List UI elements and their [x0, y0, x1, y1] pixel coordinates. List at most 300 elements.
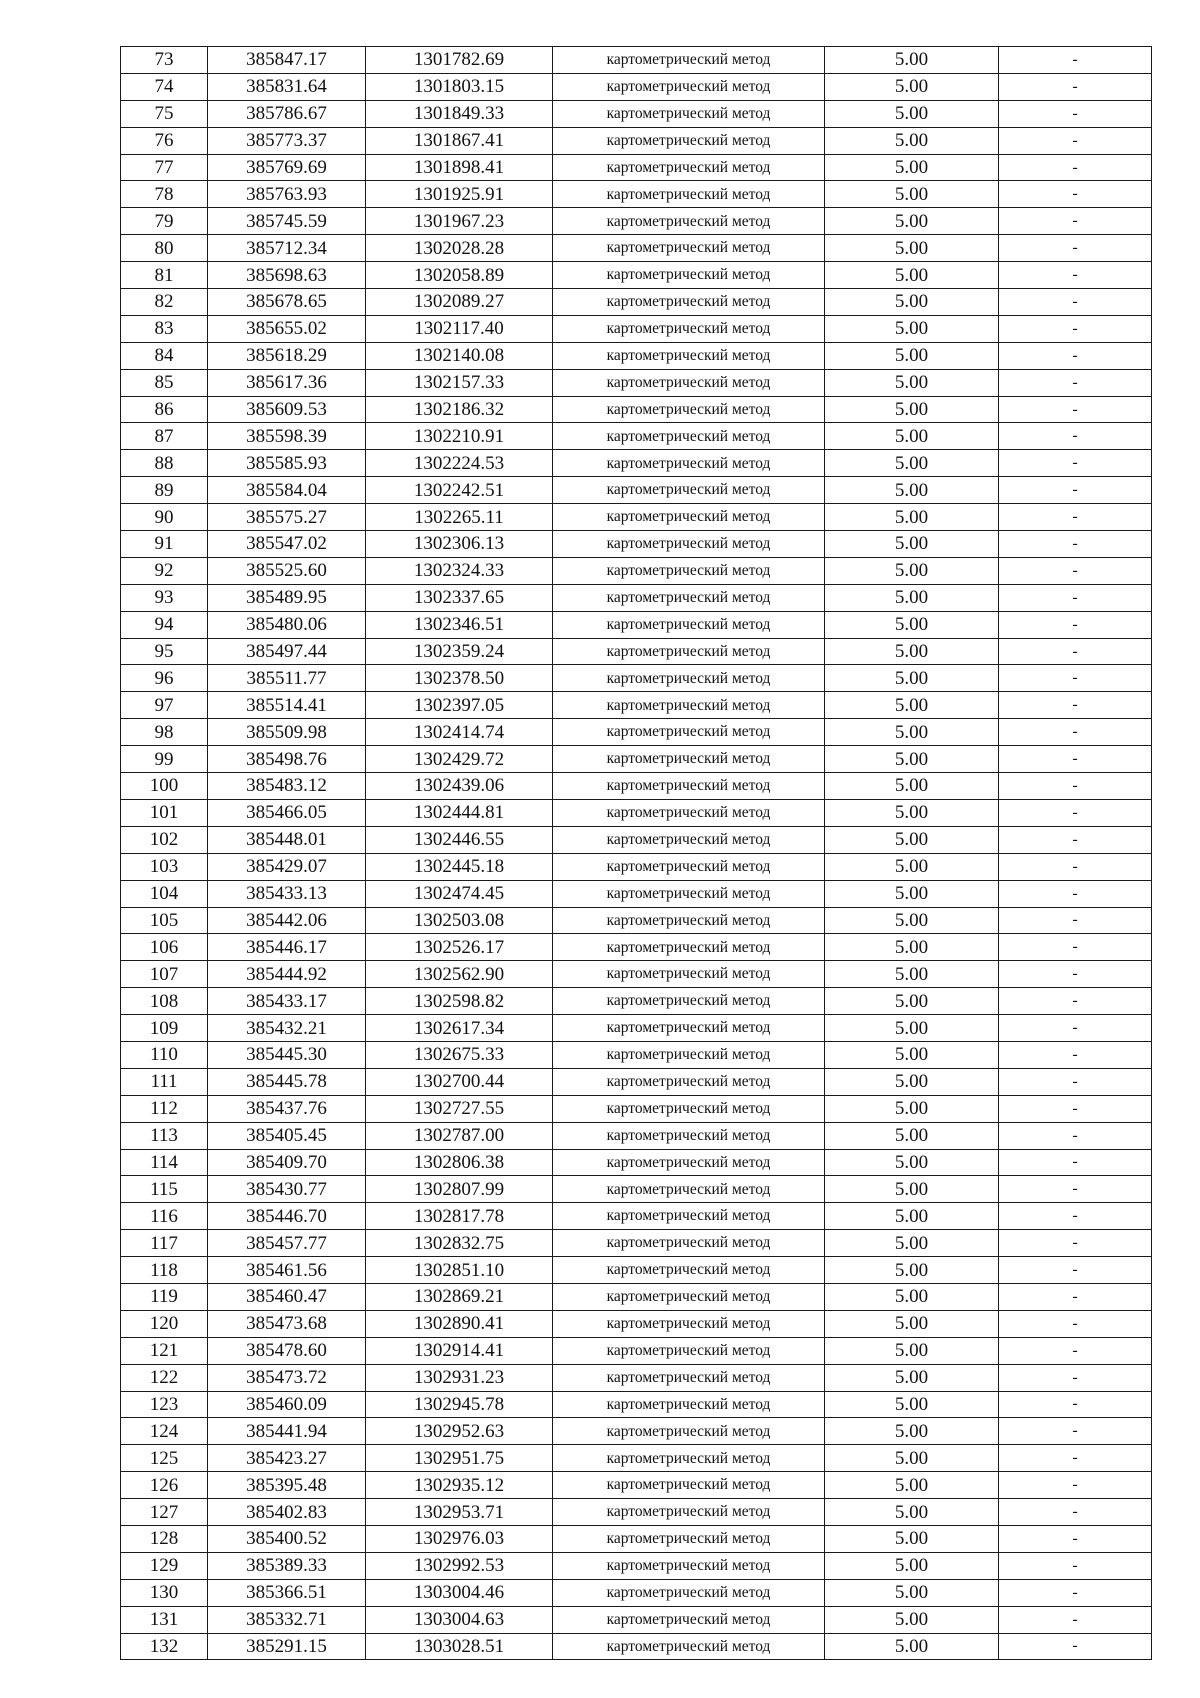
note-cell: - — [999, 826, 1152, 853]
note-cell: - — [999, 1525, 1152, 1552]
coordinates-table-body — [121, 47, 1152, 1660]
x-coordinate-cell: 385446.17 — [208, 934, 366, 961]
y-coordinate-cell: 1301925.91 — [366, 181, 553, 208]
note-cell: - — [999, 880, 1152, 907]
point-number-cell: 96 — [121, 665, 208, 692]
point-number-cell: 83 — [121, 315, 208, 342]
y-coordinate-cell: 1302397.05 — [366, 692, 553, 719]
note-cell: - — [999, 988, 1152, 1015]
accuracy-cell: 5.00 — [825, 289, 999, 316]
accuracy-cell: 5.00 — [825, 1552, 999, 1579]
table-row — [121, 799, 1152, 826]
point-number-cell: 73 — [121, 47, 208, 74]
method-cell: картометрический метод — [553, 396, 825, 423]
x-coordinate-cell: 385786.67 — [208, 100, 366, 127]
y-coordinate-cell: 1302951.75 — [366, 1445, 553, 1472]
point-number-cell: 85 — [121, 369, 208, 396]
accuracy-cell: 5.00 — [825, 1337, 999, 1364]
note-cell: - — [999, 342, 1152, 369]
point-number-cell: 111 — [121, 1068, 208, 1095]
note-cell: - — [999, 531, 1152, 558]
y-coordinate-cell: 1302414.74 — [366, 719, 553, 746]
table-row — [121, 531, 1152, 558]
accuracy-cell: 5.00 — [825, 208, 999, 235]
accuracy-cell: 5.00 — [825, 557, 999, 584]
method-cell: картометрический метод — [553, 853, 825, 880]
table-row — [121, 1579, 1152, 1606]
accuracy-cell: 5.00 — [825, 611, 999, 638]
method-cell: картометрический метод — [553, 799, 825, 826]
accuracy-cell: 5.00 — [825, 181, 999, 208]
method-cell: картометрический метод — [553, 1257, 825, 1284]
table-row — [121, 826, 1152, 853]
note-cell: - — [999, 961, 1152, 988]
point-number-cell: 114 — [121, 1149, 208, 1176]
y-coordinate-cell: 1302429.72 — [366, 746, 553, 773]
table-row — [121, 1337, 1152, 1364]
accuracy-cell: 5.00 — [825, 1203, 999, 1230]
y-coordinate-cell: 1302562.90 — [366, 961, 553, 988]
note-cell: - — [999, 746, 1152, 773]
table-row — [121, 1525, 1152, 1552]
table-row — [121, 638, 1152, 665]
method-cell: картометрический метод — [553, 1095, 825, 1122]
point-number-cell: 129 — [121, 1552, 208, 1579]
method-cell: картометрический метод — [553, 773, 825, 800]
x-coordinate-cell: 385698.63 — [208, 262, 366, 289]
table-row — [121, 988, 1152, 1015]
table-row — [121, 504, 1152, 531]
table-row — [121, 396, 1152, 423]
accuracy-cell: 5.00 — [825, 1068, 999, 1095]
accuracy-cell: 5.00 — [825, 1445, 999, 1472]
x-coordinate-cell: 385405.45 — [208, 1122, 366, 1149]
note-cell: - — [999, 665, 1152, 692]
point-number-cell: 119 — [121, 1283, 208, 1310]
method-cell: картометрический метод — [553, 961, 825, 988]
accuracy-cell: 5.00 — [825, 477, 999, 504]
method-cell: картометрический метод — [553, 1176, 825, 1203]
note-cell: - — [999, 1310, 1152, 1337]
table-row — [121, 1015, 1152, 1042]
table-row — [121, 1176, 1152, 1203]
method-cell: картометрический метод — [553, 477, 825, 504]
y-coordinate-cell: 1302446.55 — [366, 826, 553, 853]
y-coordinate-cell: 1302992.53 — [366, 1552, 553, 1579]
accuracy-cell: 5.00 — [825, 1391, 999, 1418]
table-row — [121, 1257, 1152, 1284]
note-cell: - — [999, 1230, 1152, 1257]
table-row — [121, 208, 1152, 235]
method-cell: картометрический метод — [553, 746, 825, 773]
accuracy-cell: 5.00 — [825, 773, 999, 800]
note-cell: - — [999, 853, 1152, 880]
y-coordinate-cell: 1302117.40 — [366, 315, 553, 342]
x-coordinate-cell: 385389.33 — [208, 1552, 366, 1579]
table-row — [121, 1364, 1152, 1391]
note-cell: - — [999, 450, 1152, 477]
accuracy-cell: 5.00 — [825, 988, 999, 1015]
method-cell: картометрический метод — [553, 1283, 825, 1310]
accuracy-cell: 5.00 — [825, 1283, 999, 1310]
method-cell: картометрический метод — [553, 907, 825, 934]
x-coordinate-cell: 385609.53 — [208, 396, 366, 423]
note-cell: - — [999, 1579, 1152, 1606]
table-row — [121, 1633, 1152, 1660]
note-cell: - — [999, 315, 1152, 342]
y-coordinate-cell: 1302817.78 — [366, 1203, 553, 1230]
point-number-cell: 91 — [121, 531, 208, 558]
note-cell: - — [999, 181, 1152, 208]
x-coordinate-cell: 385332.71 — [208, 1606, 366, 1633]
method-cell: картометрический метод — [553, 1310, 825, 1337]
point-number-cell: 118 — [121, 1257, 208, 1284]
y-coordinate-cell: 1302952.63 — [366, 1418, 553, 1445]
table-row — [121, 342, 1152, 369]
accuracy-cell: 5.00 — [825, 100, 999, 127]
method-cell: картометрический метод — [553, 235, 825, 262]
point-number-cell: 117 — [121, 1230, 208, 1257]
note-cell: - — [999, 1391, 1152, 1418]
point-number-cell: 107 — [121, 961, 208, 988]
y-coordinate-cell: 1301849.33 — [366, 100, 553, 127]
y-coordinate-cell: 1302935.12 — [366, 1472, 553, 1499]
x-coordinate-cell: 385525.60 — [208, 557, 366, 584]
y-coordinate-cell: 1302058.89 — [366, 262, 553, 289]
point-number-cell: 97 — [121, 692, 208, 719]
note-cell: - — [999, 638, 1152, 665]
accuracy-cell: 5.00 — [825, 1041, 999, 1068]
accuracy-cell: 5.00 — [825, 961, 999, 988]
note-cell: - — [999, 208, 1152, 235]
point-number-cell: 84 — [121, 342, 208, 369]
x-coordinate-cell: 385773.37 — [208, 127, 366, 154]
x-coordinate-cell: 385498.76 — [208, 746, 366, 773]
accuracy-cell: 5.00 — [825, 692, 999, 719]
point-number-cell: 120 — [121, 1310, 208, 1337]
point-number-cell: 82 — [121, 289, 208, 316]
accuracy-cell: 5.00 — [825, 1472, 999, 1499]
y-coordinate-cell: 1303004.46 — [366, 1579, 553, 1606]
x-coordinate-cell: 385847.17 — [208, 47, 366, 74]
method-cell: картометрический метод — [553, 208, 825, 235]
point-number-cell: 104 — [121, 880, 208, 907]
table-row — [121, 584, 1152, 611]
x-coordinate-cell: 385489.95 — [208, 584, 366, 611]
x-coordinate-cell: 385423.27 — [208, 1445, 366, 1472]
y-coordinate-cell: 1302324.33 — [366, 557, 553, 584]
note-cell: - — [999, 907, 1152, 934]
note-cell: - — [999, 47, 1152, 74]
x-coordinate-cell: 385769.69 — [208, 154, 366, 181]
x-coordinate-cell: 385483.12 — [208, 773, 366, 800]
method-cell: картометрический метод — [553, 557, 825, 584]
x-coordinate-cell: 385446.70 — [208, 1203, 366, 1230]
accuracy-cell: 5.00 — [825, 1579, 999, 1606]
table-row — [121, 1391, 1152, 1418]
y-coordinate-cell: 1302444.81 — [366, 799, 553, 826]
y-coordinate-cell: 1302890.41 — [366, 1310, 553, 1337]
accuracy-cell: 5.00 — [825, 719, 999, 746]
table-row — [121, 665, 1152, 692]
y-coordinate-cell: 1302617.34 — [366, 1015, 553, 1042]
method-cell: картометрический метод — [553, 1525, 825, 1552]
accuracy-cell: 5.00 — [825, 531, 999, 558]
point-number-cell: 90 — [121, 504, 208, 531]
note-cell: - — [999, 1445, 1152, 1472]
method-cell: картометрический метод — [553, 423, 825, 450]
y-coordinate-cell: 1302598.82 — [366, 988, 553, 1015]
x-coordinate-cell: 385598.39 — [208, 423, 366, 450]
accuracy-cell: 5.00 — [825, 73, 999, 100]
note-cell: - — [999, 154, 1152, 181]
y-coordinate-cell: 1302265.11 — [366, 504, 553, 531]
x-coordinate-cell: 385466.05 — [208, 799, 366, 826]
method-cell: картометрический метод — [553, 289, 825, 316]
accuracy-cell: 5.00 — [825, 1606, 999, 1633]
y-coordinate-cell: 1302140.08 — [366, 342, 553, 369]
method-cell: картометрический метод — [553, 934, 825, 961]
note-cell: - — [999, 934, 1152, 961]
method-cell: картометрический метод — [553, 315, 825, 342]
point-number-cell: 79 — [121, 208, 208, 235]
y-coordinate-cell: 1302526.17 — [366, 934, 553, 961]
accuracy-cell: 5.00 — [825, 746, 999, 773]
point-number-cell: 105 — [121, 907, 208, 934]
y-coordinate-cell: 1301867.41 — [366, 127, 553, 154]
accuracy-cell: 5.00 — [825, 1095, 999, 1122]
method-cell: картометрический метод — [553, 1579, 825, 1606]
point-number-cell: 77 — [121, 154, 208, 181]
y-coordinate-cell: 1302157.33 — [366, 369, 553, 396]
table-row — [121, 934, 1152, 961]
method-cell: картометрический метод — [553, 450, 825, 477]
table-row — [121, 1122, 1152, 1149]
x-coordinate-cell: 385409.70 — [208, 1149, 366, 1176]
accuracy-cell: 5.00 — [825, 47, 999, 74]
method-cell: картометрический метод — [553, 342, 825, 369]
table-row — [121, 692, 1152, 719]
x-coordinate-cell: 385831.64 — [208, 73, 366, 100]
note-cell: - — [999, 369, 1152, 396]
accuracy-cell: 5.00 — [825, 665, 999, 692]
accuracy-cell: 5.00 — [825, 907, 999, 934]
method-cell: картометрический метод — [553, 1015, 825, 1042]
method-cell: картометрический метод — [553, 369, 825, 396]
method-cell: картометрический метод — [553, 719, 825, 746]
accuracy-cell: 5.00 — [825, 1310, 999, 1337]
point-number-cell: 106 — [121, 934, 208, 961]
accuracy-cell: 5.00 — [825, 1418, 999, 1445]
accuracy-cell: 5.00 — [825, 853, 999, 880]
method-cell: картометрический метод — [553, 692, 825, 719]
y-coordinate-cell: 1302445.18 — [366, 853, 553, 880]
table-row — [121, 853, 1152, 880]
y-coordinate-cell: 1302807.99 — [366, 1176, 553, 1203]
point-number-cell: 92 — [121, 557, 208, 584]
note-cell: - — [999, 611, 1152, 638]
accuracy-cell: 5.00 — [825, 1257, 999, 1284]
x-coordinate-cell: 385511.77 — [208, 665, 366, 692]
accuracy-cell: 5.00 — [825, 1499, 999, 1526]
method-cell: картометрический метод — [553, 665, 825, 692]
y-coordinate-cell: 1302914.41 — [366, 1337, 553, 1364]
table-row — [121, 1068, 1152, 1095]
note-cell: - — [999, 1633, 1152, 1660]
point-number-cell: 132 — [121, 1633, 208, 1660]
table-row — [121, 719, 1152, 746]
note-cell: - — [999, 1499, 1152, 1526]
method-cell: картометрический метод — [553, 1122, 825, 1149]
note-cell: - — [999, 1283, 1152, 1310]
y-coordinate-cell: 1301967.23 — [366, 208, 553, 235]
x-coordinate-cell: 385430.77 — [208, 1176, 366, 1203]
y-coordinate-cell: 1302306.13 — [366, 531, 553, 558]
point-number-cell: 87 — [121, 423, 208, 450]
accuracy-cell: 5.00 — [825, 826, 999, 853]
note-cell: - — [999, 396, 1152, 423]
table-row — [121, 73, 1152, 100]
x-coordinate-cell: 385395.48 — [208, 1472, 366, 1499]
x-coordinate-cell: 385473.68 — [208, 1310, 366, 1337]
point-number-cell: 99 — [121, 746, 208, 773]
method-cell: картометрический метод — [553, 73, 825, 100]
accuracy-cell: 5.00 — [825, 262, 999, 289]
table-row — [121, 1095, 1152, 1122]
method-cell: картометрический метод — [553, 531, 825, 558]
point-number-cell: 123 — [121, 1391, 208, 1418]
note-cell: - — [999, 1472, 1152, 1499]
y-coordinate-cell: 1301803.15 — [366, 73, 553, 100]
method-cell: картометрический метод — [553, 47, 825, 74]
accuracy-cell: 5.00 — [825, 396, 999, 423]
accuracy-cell: 5.00 — [825, 1633, 999, 1660]
method-cell: картометрический метод — [553, 127, 825, 154]
y-coordinate-cell: 1302700.44 — [366, 1068, 553, 1095]
x-coordinate-cell: 385509.98 — [208, 719, 366, 746]
point-number-cell: 89 — [121, 477, 208, 504]
method-cell: картометрический метод — [553, 1230, 825, 1257]
note-cell: - — [999, 1552, 1152, 1579]
point-number-cell: 112 — [121, 1095, 208, 1122]
method-cell: картометрический метод — [553, 262, 825, 289]
table-row — [121, 1203, 1152, 1230]
x-coordinate-cell: 385402.83 — [208, 1499, 366, 1526]
x-coordinate-cell: 385585.93 — [208, 450, 366, 477]
point-number-cell: 88 — [121, 450, 208, 477]
accuracy-cell: 5.00 — [825, 450, 999, 477]
point-number-cell: 124 — [121, 1418, 208, 1445]
note-cell: - — [999, 127, 1152, 154]
x-coordinate-cell: 385575.27 — [208, 504, 366, 531]
note-cell: - — [999, 1176, 1152, 1203]
method-cell: картометрический метод — [553, 880, 825, 907]
x-coordinate-cell: 385437.76 — [208, 1095, 366, 1122]
y-coordinate-cell: 1302931.23 — [366, 1364, 553, 1391]
point-number-cell: 113 — [121, 1122, 208, 1149]
y-coordinate-cell: 1302474.45 — [366, 880, 553, 907]
y-coordinate-cell: 1302675.33 — [366, 1041, 553, 1068]
note-cell: - — [999, 1041, 1152, 1068]
table-row — [121, 235, 1152, 262]
method-cell: картометрический метод — [553, 638, 825, 665]
table-row — [121, 961, 1152, 988]
accuracy-cell: 5.00 — [825, 1364, 999, 1391]
y-coordinate-cell: 1303004.63 — [366, 1606, 553, 1633]
x-coordinate-cell: 385461.56 — [208, 1257, 366, 1284]
accuracy-cell: 5.00 — [825, 504, 999, 531]
y-coordinate-cell: 1302224.53 — [366, 450, 553, 477]
y-coordinate-cell: 1303028.51 — [366, 1633, 553, 1660]
note-cell: - — [999, 557, 1152, 584]
y-coordinate-cell: 1302869.21 — [366, 1283, 553, 1310]
x-coordinate-cell: 385444.92 — [208, 961, 366, 988]
point-number-cell: 127 — [121, 1499, 208, 1526]
accuracy-cell: 5.00 — [825, 638, 999, 665]
note-cell: - — [999, 423, 1152, 450]
note-cell: - — [999, 1606, 1152, 1633]
note-cell: - — [999, 1418, 1152, 1445]
table-row — [121, 289, 1152, 316]
x-coordinate-cell: 385291.15 — [208, 1633, 366, 1660]
point-number-cell: 93 — [121, 584, 208, 611]
point-number-cell: 115 — [121, 1176, 208, 1203]
y-coordinate-cell: 1302832.75 — [366, 1230, 553, 1257]
table-row — [121, 1606, 1152, 1633]
x-coordinate-cell: 385547.02 — [208, 531, 366, 558]
note-cell: - — [999, 504, 1152, 531]
note-cell: - — [999, 73, 1152, 100]
x-coordinate-cell: 385429.07 — [208, 853, 366, 880]
x-coordinate-cell: 385745.59 — [208, 208, 366, 235]
table-row — [121, 773, 1152, 800]
accuracy-cell: 5.00 — [825, 1230, 999, 1257]
point-number-cell: 80 — [121, 235, 208, 262]
method-cell: картометрический метод — [553, 988, 825, 1015]
x-coordinate-cell: 385457.77 — [208, 1230, 366, 1257]
accuracy-cell: 5.00 — [825, 799, 999, 826]
method-cell: картометрический метод — [553, 1041, 825, 1068]
y-coordinate-cell: 1302089.27 — [366, 289, 553, 316]
y-coordinate-cell: 1302945.78 — [366, 1391, 553, 1418]
note-cell: - — [999, 1203, 1152, 1230]
table-row — [121, 1499, 1152, 1526]
y-coordinate-cell: 1302727.55 — [366, 1095, 553, 1122]
x-coordinate-cell: 385441.94 — [208, 1418, 366, 1445]
table-row — [121, 262, 1152, 289]
table-row — [121, 423, 1152, 450]
method-cell: картометрический метод — [553, 1445, 825, 1472]
table-row — [121, 369, 1152, 396]
y-coordinate-cell: 1302359.24 — [366, 638, 553, 665]
method-cell: картометрический метод — [553, 1203, 825, 1230]
table-row — [121, 47, 1152, 74]
method-cell: картометрический метод — [553, 1418, 825, 1445]
x-coordinate-cell: 385366.51 — [208, 1579, 366, 1606]
point-number-cell: 131 — [121, 1606, 208, 1633]
table-row — [121, 907, 1152, 934]
point-number-cell: 75 — [121, 100, 208, 127]
point-number-cell: 108 — [121, 988, 208, 1015]
x-coordinate-cell: 385460.47 — [208, 1283, 366, 1310]
y-coordinate-cell: 1302851.10 — [366, 1257, 553, 1284]
table-row — [121, 746, 1152, 773]
x-coordinate-cell: 385460.09 — [208, 1391, 366, 1418]
x-coordinate-cell: 385712.34 — [208, 235, 366, 262]
method-cell: картометрический метод — [553, 1364, 825, 1391]
point-number-cell: 102 — [121, 826, 208, 853]
table-row — [121, 100, 1152, 127]
